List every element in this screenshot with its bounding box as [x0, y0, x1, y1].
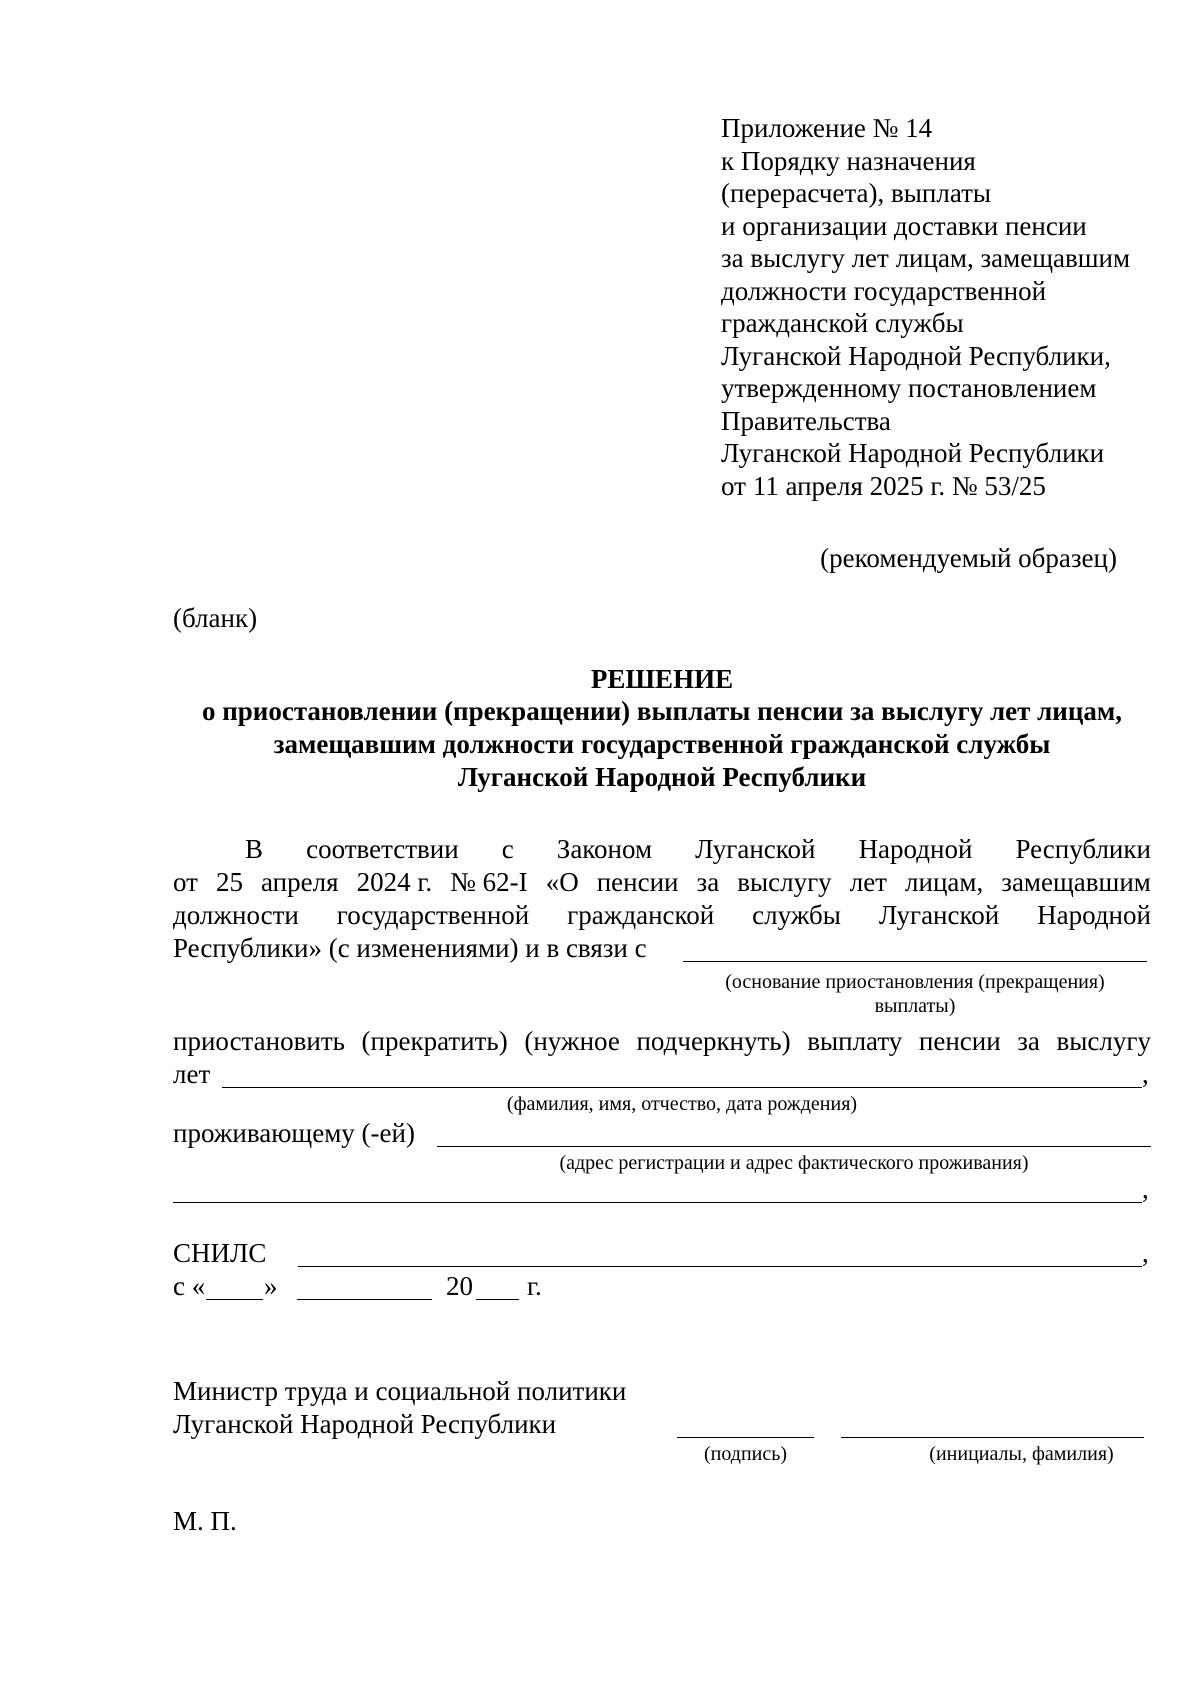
word: выплату [807, 1026, 903, 1056]
word: «О [545, 867, 579, 897]
comma: , [1142, 1174, 1149, 1204]
word: (прекратить) [361, 1026, 508, 1056]
address-field-line[interactable] [437, 1146, 1151, 1147]
blank-note: (бланк) [173, 603, 258, 633]
word: (нужное [524, 1026, 620, 1056]
signature-field-line[interactable] [677, 1437, 814, 1438]
document-subtitle-line2: замещавшим должности государственной гражданской службы [273, 729, 1051, 759]
snils-label: СНИЛС [173, 1238, 267, 1268]
seal-place: М. П. [173, 1506, 237, 1536]
word: за [696, 867, 720, 897]
annex-line: должности государственной [721, 275, 1047, 306]
word: Луганской [695, 834, 816, 864]
date-month-field-line[interactable] [297, 1299, 432, 1300]
word: Народной [1037, 900, 1151, 930]
word: должности [173, 900, 299, 930]
body-line-2 [173, 866, 1151, 899]
annex-header [721, 112, 1130, 502]
word: № 62-I [450, 867, 528, 897]
annex-line: Правительства [721, 405, 891, 436]
word: лет [849, 867, 887, 897]
annex-line: утвержденному постановлением [721, 373, 1097, 403]
address-continuation-line[interactable] [173, 1202, 1142, 1203]
body-line-5 [173, 1025, 1151, 1058]
basis-field-line[interactable] [683, 961, 1147, 962]
word: выслугу [737, 867, 832, 897]
basis-caption-2: выплаты) [874, 995, 956, 1017]
full-name-field-line[interactable] [222, 1087, 1142, 1088]
comma: , [1142, 1238, 1149, 1268]
word: соответствии [306, 834, 459, 864]
word: выслугу [1056, 1026, 1151, 1056]
word: подчеркнуть) [636, 1026, 791, 1056]
date-year-field-line[interactable] [476, 1299, 519, 1300]
word: замещавшим [1001, 867, 1151, 897]
body-line-4: Республики» (с изменениями) и в связи с [173, 933, 647, 963]
comma: , [1142, 1059, 1149, 1089]
annex-line: (перерасчета), выплаты [721, 178, 992, 208]
annex-line: и организации доставки пенсии [721, 210, 1087, 241]
annex-line: к Порядку назначения [721, 145, 976, 176]
signatory-position-line2: Луганской Народной Республики [173, 1409, 557, 1439]
signature-caption: (подпись) [703, 1443, 788, 1465]
annex-line: Приложение № 14 [721, 113, 933, 143]
annex-line: за выслугу лет лицам, замещавшим [721, 243, 1131, 273]
word: 2024 г. [356, 867, 433, 897]
word: с [501, 834, 514, 864]
address-caption: (адрес регистрации и адрес фактического проживания) [559, 1152, 1029, 1174]
word: Республики [1015, 834, 1151, 864]
document-subtitle-line1: о приостановлении (прекращении) выплаты пенсии за выслугу лет лицам, [201, 696, 1123, 726]
full-name-caption: (фамилия, имя, отчество, дата рождения) [506, 1093, 858, 1115]
word: приостановить [173, 1026, 345, 1056]
annex-line: гражданской службы [721, 308, 964, 338]
word: лицам, [905, 867, 984, 897]
snils-field-line[interactable] [298, 1266, 1142, 1267]
body-line-3 [173, 899, 1151, 932]
years-label: лет [173, 1059, 211, 1089]
word: пенсии [596, 867, 679, 897]
sample-note: (рекомендуемый образец) [820, 543, 1117, 573]
initials-field-line[interactable] [841, 1437, 1144, 1438]
annex-line: Луганской Народной Республики, [721, 340, 1111, 371]
date-year-prefix: 20 [446, 1271, 473, 1301]
word: от [173, 867, 198, 897]
word: апреля [261, 867, 339, 897]
word: 25 [216, 867, 243, 897]
date-day-field-line[interactable] [206, 1299, 263, 1300]
word: за [1017, 1026, 1040, 1056]
body-line-1 [245, 833, 1151, 866]
word: Народной [858, 834, 973, 864]
basis-caption-1: (основание приостановления (прекращения) [725, 971, 1105, 993]
word: пенсии [918, 1026, 1001, 1056]
document-title: РЕШЕНИЕ [590, 664, 734, 694]
date-quote-close: » [264, 1271, 278, 1301]
document-subtitle-line3: Луганской Народной Республики [457, 762, 867, 792]
residing-label: проживающему (-ей) [173, 1118, 415, 1148]
word: государственной [336, 900, 530, 930]
annex-line: Луганской Народной Республики [721, 438, 1105, 468]
initials-caption: (инициалы, фамилия) [929, 1443, 1114, 1465]
word: Законом [556, 834, 653, 864]
word: службы [752, 900, 841, 930]
signatory-position-line1: Министр труда и социальной политики [173, 1376, 627, 1406]
word: В [245, 834, 264, 864]
annex-line: от 11 апреля 2025 г. № 53/25 [721, 470, 1046, 501]
word: Луганской [878, 900, 1000, 930]
date-prefix: с « [173, 1271, 206, 1301]
date-suffix: г. [527, 1271, 542, 1301]
word: гражданской [567, 900, 715, 930]
